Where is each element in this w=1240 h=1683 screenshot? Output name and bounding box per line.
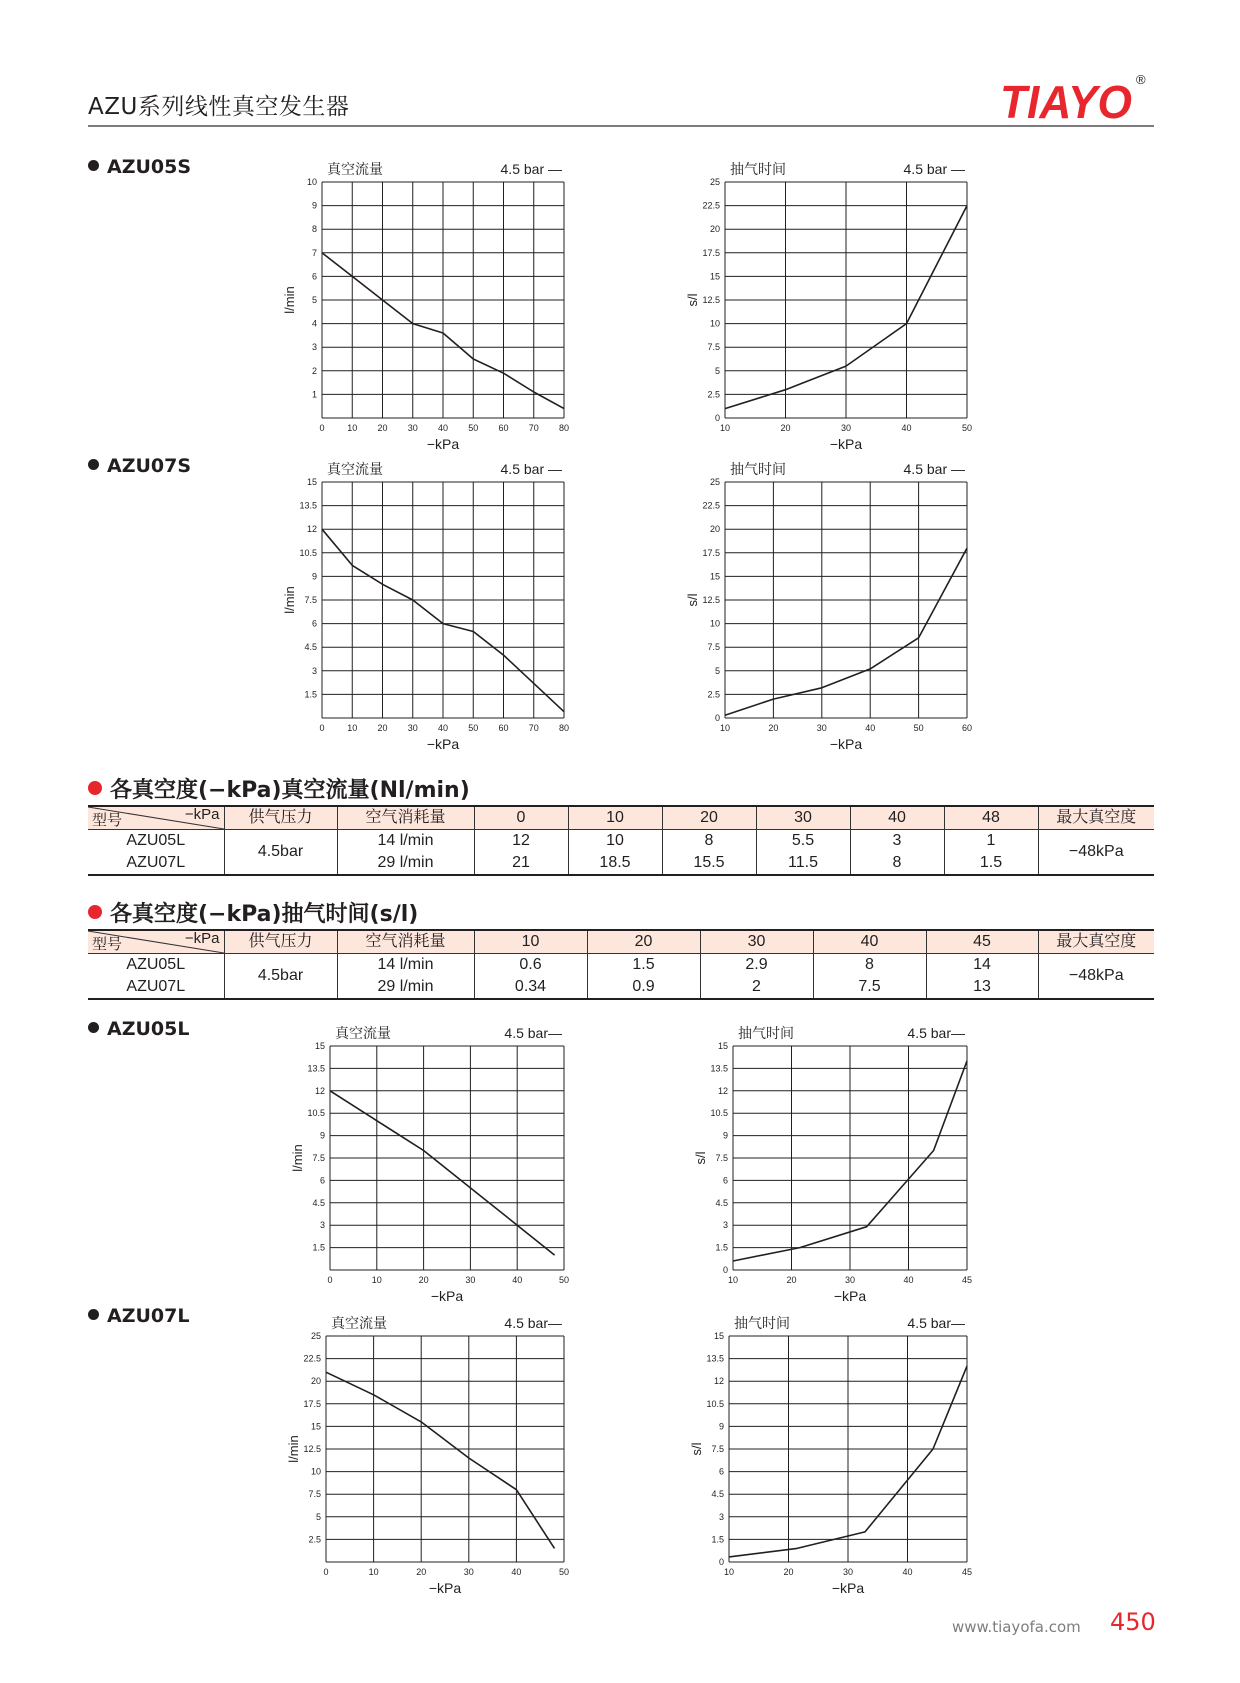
y-axis-label: l/min bbox=[282, 586, 297, 614]
series-line bbox=[322, 253, 564, 409]
y-tick-label: 7.5 bbox=[308, 1489, 321, 1500]
y-axis-label: l/min bbox=[286, 1435, 301, 1463]
legend-label: 4.5 bar— bbox=[907, 1025, 965, 1041]
y-tick-label: 20 bbox=[709, 224, 720, 235]
x-tick-label: 50 bbox=[913, 723, 924, 733]
x-tick-label: 50 bbox=[558, 1567, 570, 1577]
flow-table-header bbox=[88, 806, 1154, 830]
value-cell: 0.6 bbox=[474, 954, 587, 977]
col-pressure: 供气压力 bbox=[224, 806, 337, 830]
value-cell: 0.9 bbox=[587, 976, 700, 999]
y-tick-label: 20 bbox=[709, 524, 720, 535]
legend-label: 4.5 bar — bbox=[500, 461, 562, 477]
series-line bbox=[725, 548, 967, 715]
brand-logo-text: TIAYO bbox=[1000, 76, 1133, 128]
y-tick-label: 12.5 bbox=[303, 1444, 321, 1454]
model-label-azu05s: AZU05S bbox=[88, 156, 191, 178]
col-vacuum: 10 bbox=[568, 806, 662, 830]
y-axis-label: s/l bbox=[693, 1151, 708, 1165]
y-tick-label: 6 bbox=[718, 1466, 724, 1477]
x-tick-label: 20 bbox=[416, 1567, 427, 1577]
y-tick-label: 12.5 bbox=[702, 295, 720, 305]
air-cell: 29 l/min bbox=[337, 976, 474, 999]
col-air: 空气消耗量 bbox=[337, 930, 474, 954]
registered-mark: ® bbox=[1136, 72, 1146, 87]
table-row bbox=[88, 830, 1154, 853]
evac-table-header bbox=[88, 930, 1154, 954]
y-tick-label: 1.5 bbox=[304, 689, 317, 700]
value-cell: 13 bbox=[926, 976, 1038, 999]
x-tick-label: 80 bbox=[558, 423, 570, 433]
y-tick-label: 17.5 bbox=[702, 247, 720, 258]
x-axis-label: −kPa bbox=[428, 1580, 462, 1596]
y-axis-label: l/min bbox=[290, 1144, 305, 1172]
bullet-icon bbox=[88, 160, 99, 171]
x-tick-label: 30 bbox=[816, 723, 827, 733]
x-tick-label: 80 bbox=[558, 723, 570, 733]
legend-label: 4.5 bar — bbox=[903, 161, 965, 177]
y-tick-label: 10 bbox=[306, 177, 317, 187]
x-tick-label: 10 bbox=[368, 1567, 379, 1577]
value-cell: 1 bbox=[944, 830, 1038, 853]
max-cell: −48kPa bbox=[1038, 954, 1154, 1000]
x-tick-label: 30 bbox=[407, 723, 418, 733]
corner-cell: 型号 −kPa bbox=[88, 806, 224, 830]
series-line bbox=[725, 206, 967, 409]
chart-title: 真空流量 bbox=[327, 162, 383, 178]
x-tick-label: 30 bbox=[840, 423, 852, 433]
x-tick-label: 0 bbox=[323, 1567, 329, 1577]
x-tick-label: 10 bbox=[371, 1275, 382, 1285]
series-line bbox=[729, 1366, 967, 1557]
value-cell: 11.5 bbox=[756, 852, 850, 875]
x-tick-label: 40 bbox=[437, 723, 449, 733]
x-tick-label: 30 bbox=[465, 1275, 476, 1285]
y-tick-label: 15 bbox=[709, 571, 720, 582]
x-axis-label: −kPa bbox=[829, 736, 863, 752]
x-tick-label: 30 bbox=[844, 1275, 856, 1285]
chart-title: 抽气时间 bbox=[734, 1316, 790, 1332]
pressure-cell: 4.5bar bbox=[224, 954, 337, 1000]
y-tick-label: 6 bbox=[311, 618, 317, 629]
chart-title: 抽气时间 bbox=[730, 462, 786, 478]
value-cell: 10 bbox=[568, 830, 662, 853]
y-tick-label: 7 bbox=[311, 247, 317, 258]
chart-title: 抽气时间 bbox=[730, 162, 786, 178]
x-tick-label: 20 bbox=[783, 1567, 794, 1577]
y-tick-label: 9 bbox=[311, 571, 317, 582]
x-axis-label: −kPa bbox=[426, 736, 460, 752]
x-tick-label: 45 bbox=[961, 1275, 973, 1285]
y-tick-label: 3 bbox=[311, 665, 317, 676]
y-tick-label: 5 bbox=[714, 365, 720, 376]
y-tick-label: 0 bbox=[714, 413, 720, 423]
col-vacuum: 10 bbox=[474, 930, 587, 954]
value-cell: 3 bbox=[850, 830, 944, 853]
y-tick-label: 25 bbox=[310, 1331, 321, 1341]
y-tick-label: 10 bbox=[709, 618, 720, 629]
legend-label: 4.5 bar — bbox=[903, 461, 965, 477]
y-tick-label: 12 bbox=[717, 1085, 728, 1096]
x-tick-label: 10 bbox=[347, 423, 358, 433]
y-tick-label: 7.5 bbox=[715, 1153, 728, 1163]
y-tick-label: 9 bbox=[718, 1421, 724, 1432]
page-number: 450 bbox=[1110, 1608, 1156, 1636]
y-axis-label: s/l bbox=[689, 1442, 704, 1456]
bullet-icon bbox=[88, 1309, 99, 1320]
x-tick-label: 45 bbox=[961, 1567, 973, 1577]
y-tick-label: 7.5 bbox=[312, 1153, 325, 1163]
chart-title: 真空流量 bbox=[327, 462, 383, 478]
col-vacuum: 30 bbox=[756, 806, 850, 830]
corner-cell: 型号 −kPa bbox=[88, 930, 224, 954]
x-tick-label: 30 bbox=[842, 1567, 854, 1577]
x-tick-label: 40 bbox=[437, 423, 449, 433]
y-tick-label: 7.5 bbox=[304, 595, 317, 605]
y-tick-label: 13.5 bbox=[307, 1063, 325, 1074]
x-tick-label: 60 bbox=[498, 723, 509, 733]
y-tick-label: 1 bbox=[311, 389, 317, 400]
value-cell: 1.5 bbox=[587, 954, 700, 977]
x-tick-label: 50 bbox=[468, 423, 479, 433]
y-tick-label: 0 bbox=[714, 713, 720, 723]
col-air: 空气消耗量 bbox=[337, 806, 474, 830]
y-tick-label: 1.5 bbox=[312, 1242, 325, 1253]
flow-table bbox=[88, 805, 1154, 876]
value-cell: 18.5 bbox=[568, 852, 662, 875]
x-tick-label: 50 bbox=[961, 423, 973, 433]
y-tick-label: 12 bbox=[306, 524, 317, 535]
value-cell: 12 bbox=[474, 830, 568, 853]
y-tick-label: 22.5 bbox=[702, 200, 720, 211]
model-cell: AZU07L bbox=[88, 976, 224, 999]
y-tick-label: 10.5 bbox=[299, 547, 317, 558]
air-cell: 14 l/min bbox=[337, 954, 474, 977]
x-tick-label: 60 bbox=[498, 423, 509, 433]
x-axis-label: −kPa bbox=[829, 436, 863, 452]
footer-url: www.tiayofa.com bbox=[952, 1618, 1081, 1636]
x-tick-label: 20 bbox=[768, 723, 779, 733]
col-max: 最大真空度 bbox=[1038, 930, 1154, 954]
y-tick-label: 15 bbox=[709, 271, 720, 282]
x-tick-label: 20 bbox=[780, 423, 791, 433]
col-vacuum: 0 bbox=[474, 806, 568, 830]
evac-table-title: 各真空度(−kPa)抽气时间(s/l) bbox=[88, 897, 418, 928]
x-tick-label: 40 bbox=[865, 723, 876, 733]
x-tick-label: 20 bbox=[418, 1275, 429, 1285]
y-tick-label: 2.5 bbox=[308, 1534, 321, 1545]
y-tick-label: 4.5 bbox=[304, 642, 317, 653]
y-tick-label: 25 bbox=[709, 177, 720, 187]
bullet-icon bbox=[88, 1022, 99, 1033]
y-tick-label: 12 bbox=[314, 1085, 325, 1096]
y-tick-label: 9 bbox=[722, 1130, 728, 1141]
col-vacuum: 30 bbox=[700, 930, 813, 954]
y-tick-label: 3 bbox=[311, 342, 317, 353]
x-tick-label: 40 bbox=[901, 423, 912, 433]
y-tick-label: 7.5 bbox=[707, 342, 720, 353]
y-tick-label: 0 bbox=[718, 1557, 724, 1567]
x-tick-label: 50 bbox=[468, 723, 479, 733]
x-tick-label: 40 bbox=[512, 1275, 523, 1285]
value-cell: 0.34 bbox=[474, 976, 587, 999]
x-tick-label: 10 bbox=[727, 1275, 739, 1285]
value-cell: 14 bbox=[926, 954, 1038, 977]
y-tick-label: 13.5 bbox=[299, 500, 317, 511]
y-tick-label: 10.5 bbox=[706, 1398, 724, 1409]
col-vacuum: 20 bbox=[662, 806, 756, 830]
x-tick-label: 70 bbox=[528, 423, 539, 433]
x-tick-label: 0 bbox=[327, 1275, 333, 1285]
chart-title: 抽气时间 bbox=[738, 1026, 794, 1042]
y-tick-label: 5 bbox=[714, 665, 720, 676]
x-tick-label: 20 bbox=[377, 723, 388, 733]
x-tick-label: 20 bbox=[377, 423, 388, 433]
y-tick-label: 5 bbox=[311, 295, 317, 305]
y-tick-label: 13.5 bbox=[710, 1063, 728, 1074]
model-cell: AZU05L bbox=[126, 956, 186, 973]
model-label-azu07l: AZU07L bbox=[88, 1305, 189, 1327]
model-cell: AZU05L bbox=[126, 832, 186, 849]
series-line bbox=[322, 529, 564, 712]
legend-label: 4.5 bar — bbox=[500, 161, 562, 177]
y-tick-label: 15 bbox=[310, 1421, 321, 1432]
y-tick-label: 13.5 bbox=[706, 1353, 724, 1364]
y-tick-label: 7.5 bbox=[711, 1444, 724, 1454]
bullet-icon bbox=[88, 781, 102, 795]
y-tick-label: 6 bbox=[319, 1175, 325, 1186]
x-tick-label: 40 bbox=[902, 1567, 913, 1577]
legend-label: 4.5 bar— bbox=[504, 1315, 562, 1331]
value-cell: 15.5 bbox=[662, 852, 756, 875]
model-label-azu07s: AZU07S bbox=[88, 455, 191, 477]
value-cell: 8 bbox=[850, 852, 944, 875]
bullet-icon bbox=[88, 905, 102, 919]
col-vacuum: 45 bbox=[926, 930, 1038, 954]
y-tick-label: 2 bbox=[311, 365, 317, 376]
value-cell: 2.9 bbox=[700, 954, 813, 977]
col-vacuum: 20 bbox=[587, 930, 700, 954]
max-cell: −48kPa bbox=[1038, 830, 1154, 876]
y-tick-label: 9 bbox=[319, 1130, 325, 1141]
y-axis-label: l/min bbox=[282, 286, 297, 314]
y-tick-label: 10.5 bbox=[710, 1108, 728, 1119]
value-cell: 2 bbox=[700, 976, 813, 999]
y-tick-label: 2.5 bbox=[707, 689, 720, 700]
y-tick-label: 15 bbox=[306, 477, 317, 487]
y-tick-label: 7.5 bbox=[707, 642, 720, 653]
y-tick-label: 8 bbox=[311, 224, 317, 235]
y-tick-label: 17.5 bbox=[303, 1398, 321, 1409]
value-cell: 8 bbox=[813, 954, 926, 977]
y-tick-label: 20 bbox=[310, 1376, 321, 1387]
y-tick-label: 12.5 bbox=[702, 595, 720, 605]
y-tick-label: 22.5 bbox=[303, 1353, 321, 1364]
bullet-icon bbox=[88, 459, 99, 470]
y-tick-label: 0 bbox=[722, 1265, 728, 1275]
y-tick-label: 12 bbox=[713, 1376, 724, 1387]
y-tick-label: 2.5 bbox=[707, 389, 720, 400]
table-row bbox=[88, 954, 1154, 977]
x-tick-label: 70 bbox=[528, 723, 539, 733]
y-tick-label: 25 bbox=[709, 477, 720, 487]
x-axis-label: −kPa bbox=[430, 1288, 464, 1304]
y-tick-label: 10.5 bbox=[307, 1108, 325, 1119]
x-tick-label: 30 bbox=[463, 1567, 474, 1577]
value-cell: 8 bbox=[662, 830, 756, 853]
value-cell: 7.5 bbox=[813, 976, 926, 999]
x-tick-label: 40 bbox=[903, 1275, 914, 1285]
x-tick-label: 0 bbox=[319, 723, 325, 733]
y-tick-label: 22.5 bbox=[702, 500, 720, 511]
air-cell: 29 l/min bbox=[337, 852, 474, 875]
y-tick-label: 3 bbox=[722, 1220, 728, 1231]
col-pressure: 供气压力 bbox=[224, 930, 337, 954]
x-axis-label: −kPa bbox=[833, 1288, 867, 1304]
series-line bbox=[326, 1372, 555, 1548]
header-rule bbox=[88, 125, 1154, 127]
y-tick-label: 6 bbox=[311, 271, 317, 282]
x-tick-label: 50 bbox=[558, 1275, 570, 1285]
y-tick-label: 4.5 bbox=[711, 1489, 724, 1500]
y-axis-label: s/l bbox=[685, 593, 700, 607]
x-tick-label: 10 bbox=[723, 1567, 735, 1577]
x-tick-label: 10 bbox=[719, 423, 731, 433]
model-label-azu05l: AZU05L bbox=[88, 1018, 189, 1040]
x-axis-label: −kPa bbox=[831, 1580, 865, 1596]
page-title: AZU系列线性真空发生器 bbox=[88, 94, 350, 120]
model-cell: AZU07L bbox=[88, 852, 224, 875]
y-tick-label: 17.5 bbox=[702, 547, 720, 558]
y-tick-label: 3 bbox=[718, 1511, 724, 1522]
y-tick-label: 9 bbox=[311, 200, 317, 211]
col-vacuum: 40 bbox=[850, 806, 944, 830]
chart-title: 真空流量 bbox=[331, 1316, 387, 1332]
x-tick-label: 30 bbox=[407, 423, 418, 433]
flow-table-title: 各真空度(−kPa)真空流量(Nl/min) bbox=[88, 773, 470, 804]
value-cell: 5.5 bbox=[756, 830, 850, 853]
evac-table bbox=[88, 929, 1154, 1000]
pressure-cell: 4.5bar bbox=[224, 830, 337, 876]
y-tick-label: 1.5 bbox=[715, 1242, 728, 1253]
value-cell: 21 bbox=[474, 852, 568, 875]
y-tick-label: 15 bbox=[314, 1041, 325, 1051]
brand-logo bbox=[1000, 70, 1150, 130]
y-tick-label: 6 bbox=[722, 1175, 728, 1186]
y-tick-label: 1.5 bbox=[711, 1534, 724, 1545]
legend-label: 4.5 bar— bbox=[504, 1025, 562, 1041]
y-tick-label: 15 bbox=[717, 1041, 728, 1051]
y-tick-label: 15 bbox=[713, 1331, 724, 1341]
y-axis-label: s/l bbox=[685, 293, 700, 307]
legend-label: 4.5 bar— bbox=[907, 1315, 965, 1331]
y-tick-label: 4.5 bbox=[312, 1197, 325, 1208]
x-tick-label: 60 bbox=[961, 723, 973, 733]
x-tick-label: 20 bbox=[786, 1275, 797, 1285]
x-tick-label: 10 bbox=[347, 723, 358, 733]
y-tick-label: 3 bbox=[319, 1220, 325, 1231]
air-cell: 14 l/min bbox=[337, 830, 474, 853]
y-tick-label: 10 bbox=[709, 318, 720, 329]
y-tick-label: 10 bbox=[310, 1466, 321, 1477]
x-axis-label: −kPa bbox=[426, 436, 460, 452]
col-vacuum: 40 bbox=[813, 930, 926, 954]
col-vacuum: 48 bbox=[944, 806, 1038, 830]
y-tick-label: 5 bbox=[315, 1511, 321, 1522]
col-max: 最大真空度 bbox=[1038, 806, 1154, 830]
series-line bbox=[733, 1061, 967, 1261]
chart-title: 真空流量 bbox=[335, 1026, 391, 1042]
series-line bbox=[330, 1091, 555, 1255]
y-tick-label: 4.5 bbox=[715, 1197, 728, 1208]
x-tick-label: 10 bbox=[719, 723, 731, 733]
x-tick-label: 40 bbox=[511, 1567, 522, 1577]
x-tick-label: 0 bbox=[319, 423, 325, 433]
y-tick-label: 4 bbox=[311, 318, 317, 329]
value-cell: 1.5 bbox=[944, 852, 1038, 875]
